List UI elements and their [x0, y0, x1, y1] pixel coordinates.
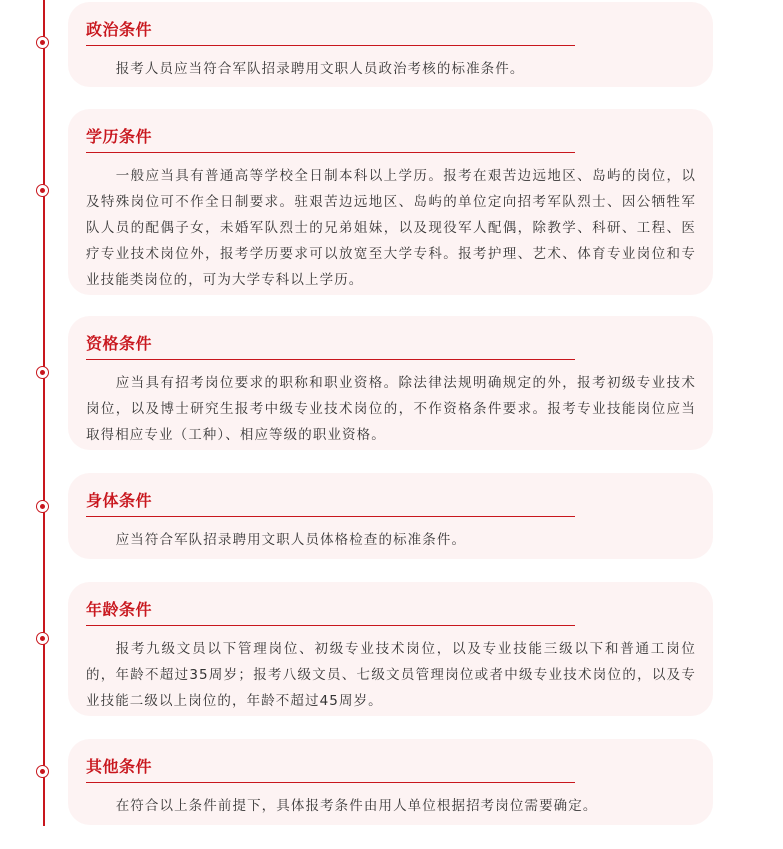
- timeline-marker-icon: [36, 366, 49, 379]
- section-card-education: [68, 109, 713, 295]
- timeline-marker-icon: [36, 765, 49, 778]
- section-body: 报考九级文员以下管理岗位、初级专业技术岗位，以及专业技能三级以下和普通工岗位的，年龄不超过35周岁；报考八级文员、七级文员管理岗位或者中级专业技术岗位的，以及专业技能二级以上岗位的，年龄不超过45周岁。: [86, 641, 696, 709]
- section-card-age: [68, 582, 713, 716]
- timeline-marker-icon: [36, 184, 49, 197]
- section-body: 报考人员应当符合军队招录聘用文职人员政治考核的标准条件。: [115, 61, 525, 77]
- timeline-marker-icon: [36, 36, 49, 49]
- timeline-marker-icon: [36, 500, 49, 513]
- section-title: 政治条件: [86, 18, 575, 46]
- section-title: 身体条件: [86, 489, 575, 517]
- timeline-marker-icon: [36, 632, 49, 645]
- section-card-political: [68, 2, 713, 87]
- section-title: 资格条件: [86, 332, 575, 360]
- section-title: 学历条件: [86, 125, 575, 153]
- section-card-qualification: [68, 316, 713, 450]
- section-body: 在符合以上条件前提下，具体报考条件由用人单位根据招考岗位需要确定。: [115, 798, 598, 814]
- section-body: 应当具有招考岗位要求的职称和职业资格。除法律法规明确规定的外，报考初级专业技术岗位，以及博士研究生报考中级专业技术岗位的，不作资格条件要求。报考专业技能岗位应当取得相应专业（工种）、相应等级的职业资格。: [86, 375, 696, 443]
- section-body: 一般应当具有普通高等学校全日制本科以上学历。报考在艰苦边远地区、岛屿的岗位，以及特殊岗位可不作全日制要求。驻艰苦边远地区、岛屿的单位定向招考军队烈士、因公牺牲军队人员的配偶子女，未婚军队烈士的兄弟姐妹，以及现役军人配偶，除教学、科研、工程、医疗专业技术岗位外，报考学历要求可以放宽至大学专科。报考护理、艺术、体育专业岗位和专业技能类岗位的，可为大学专科以上学历。: [86, 168, 696, 288]
- section-title: 年龄条件: [86, 598, 575, 626]
- section-title: 其他条件: [86, 755, 575, 783]
- section-card-physical: [68, 473, 713, 559]
- timeline-line: [43, 0, 45, 826]
- section-card-other: [68, 739, 713, 825]
- section-body: 应当符合军队招录聘用文职人员体格检查的标准条件。: [115, 532, 467, 548]
